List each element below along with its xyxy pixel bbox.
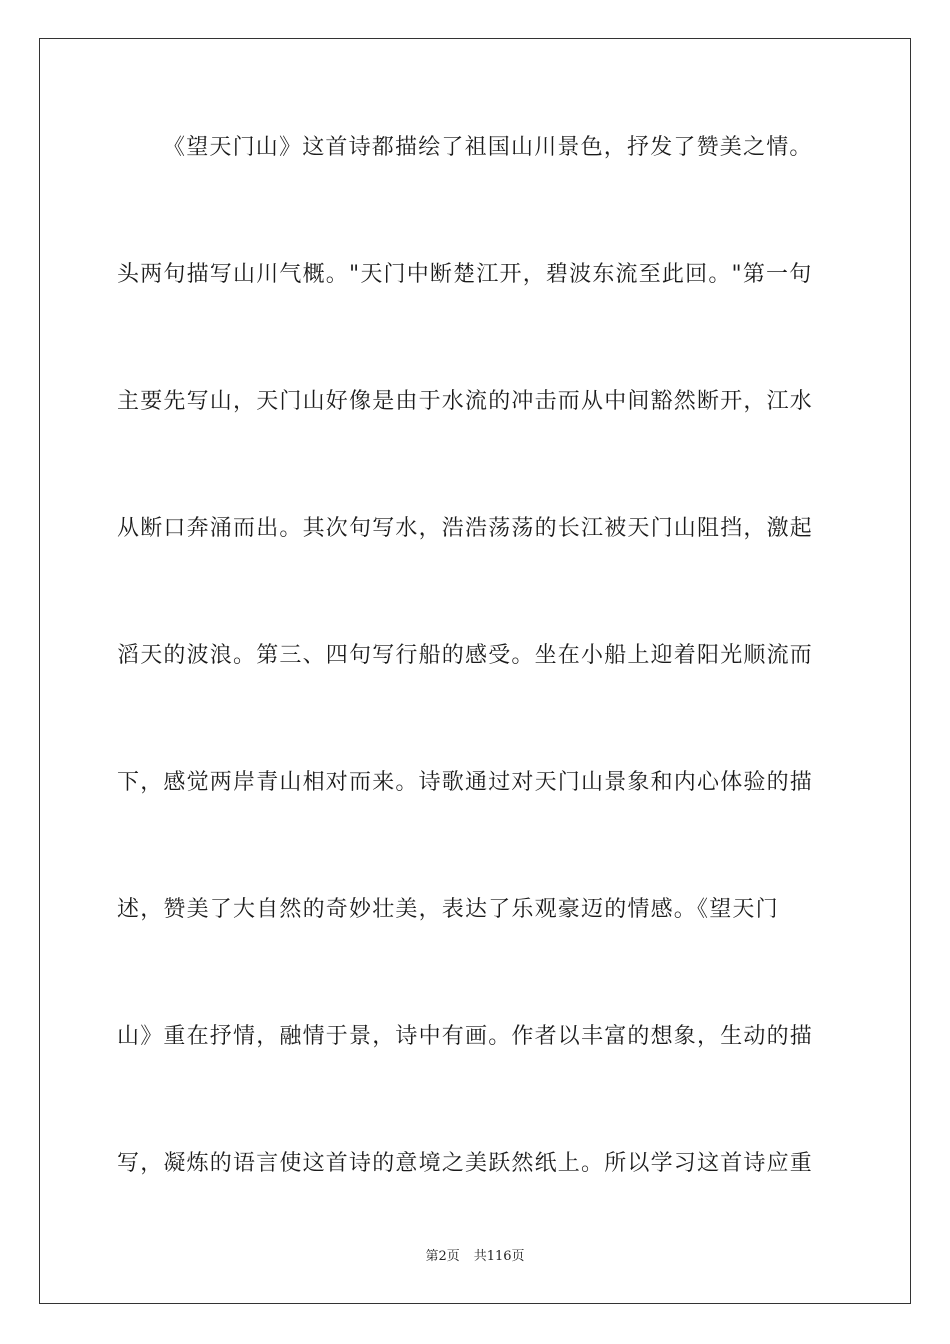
- paragraph-line-4: 从断口奔涌而出。其次句写水，浩浩荡荡的长江被天门山阻挡，激起: [117, 516, 814, 541]
- paragraph-line-9: 写，凝炼的语言使这首诗的意境之美跃然纸上。所以学习这首诗应重: [117, 1151, 814, 1176]
- paragraph-line-1: 《望天门山》这首诗都描绘了祖国山川景色，抒发了赞美之情。: [163, 135, 813, 160]
- paragraph-line-7: 述，赞美了大自然的奇妙壮美，表达了乐观豪迈的情感。《望天门: [117, 897, 779, 922]
- paragraph-line-5: 滔天的波浪。第三、四句写行船的感受。坐在小船上迎着阳光顺流而: [117, 643, 814, 668]
- page-number: 第2页: [425, 1249, 460, 1264]
- paragraph-line-3: 主要先写山，天门山好像是由于水流的冲击而从中间豁然断开，江水: [117, 389, 814, 414]
- total-pages: 共116页: [473, 1249, 525, 1264]
- page-footer: [0, 1247, 950, 1267]
- paragraph-line-8: 山》重在抒情，融情于景，诗中有画。作者以丰富的想象，生动的描: [117, 1024, 814, 1049]
- paragraph-line-2: 头两句描写山川气概。"天门中断楚江开，碧波东流至此回。"第一句: [117, 262, 813, 287]
- paragraph-line-6: 下，感觉两岸青山相对而来。诗歌通过对天门山景象和内心体验的描: [117, 770, 814, 795]
- document-body: [117, 120, 833, 1263]
